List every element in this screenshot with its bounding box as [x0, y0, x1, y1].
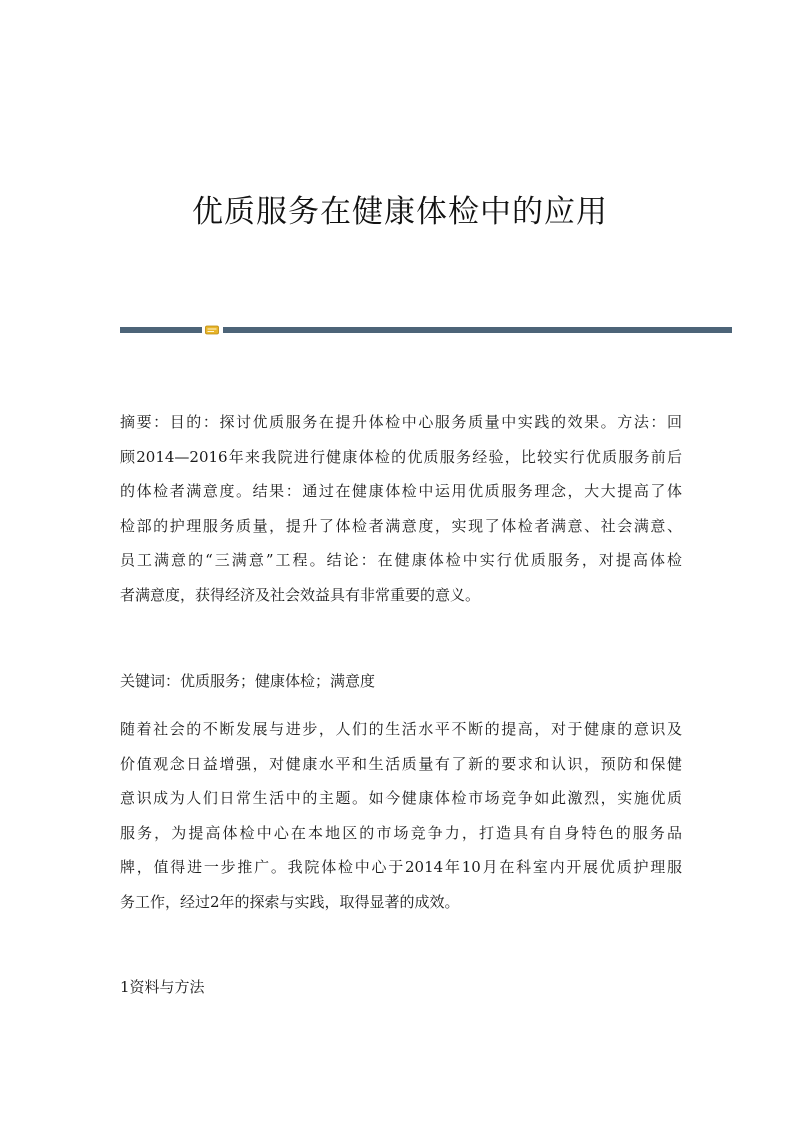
intro-line: 价值观念日益增强，对健康水平和生活质量有了新的要求和认识，预防和保健	[120, 754, 682, 773]
page-title: 优质服务在健康体检中的应用	[192, 194, 608, 230]
abstract-line: 摘要：目的：探讨优质服务在提升体检中心服务质量中实践的效果。方法：回	[120, 413, 682, 431]
intro-line: 随着社会的不断发展与进步，人们的生活水平不断的提高，对于健康的意识及	[120, 720, 682, 738]
intro-paragraph	[120, 712, 682, 920]
divider-bar-left	[120, 327, 202, 333]
intro-line: 服务，为提高体检中心在本地区的市场竞争力，打造具有自身特色的服务品	[120, 823, 682, 842]
divider-emblem-icon	[205, 325, 219, 335]
abstract-line: 顾2014—2016年来我院进行健康体检的优质服务经验，比较实行优质服务前后	[120, 447, 682, 466]
intro-line: 意识成为人们日常生活中的主题。如今健康体检市场竞争如此激烈，实施优质	[120, 789, 682, 808]
abstract-line: 员工满意的“三满意”工程。结论：在健康体检中实行优质服务，对提高体检	[120, 551, 682, 570]
abstract-line: 者满意度，获得经济及社会效益具有非常重要的意义。	[120, 585, 481, 604]
section-heading-text: 1资料与方法	[120, 978, 205, 996]
divider-bar-right	[223, 327, 732, 333]
abstract-line: 检部的护理服务质量，提升了体检者满意度，实现了体检者满意、社会满意、	[120, 516, 682, 535]
abstract-paragraph	[120, 405, 682, 613]
intro-line: 牌，值得进一步推广。我院体检中心于2014年10月在科室内开展优质护理服	[120, 858, 682, 877]
intro-line: 务工作，经过2年的探索与实践，取得显著的成效。	[120, 892, 460, 911]
abstract-line: 的体检者满意度。结果：通过在健康体检中运用优质服务理念，大大提高了体	[120, 482, 682, 501]
keywords-paragraph	[120, 664, 682, 699]
title-divider	[120, 325, 732, 335]
keywords-line: 关键词：优质服务；健康体检；满意度	[120, 672, 376, 690]
section-heading	[120, 970, 682, 1005]
